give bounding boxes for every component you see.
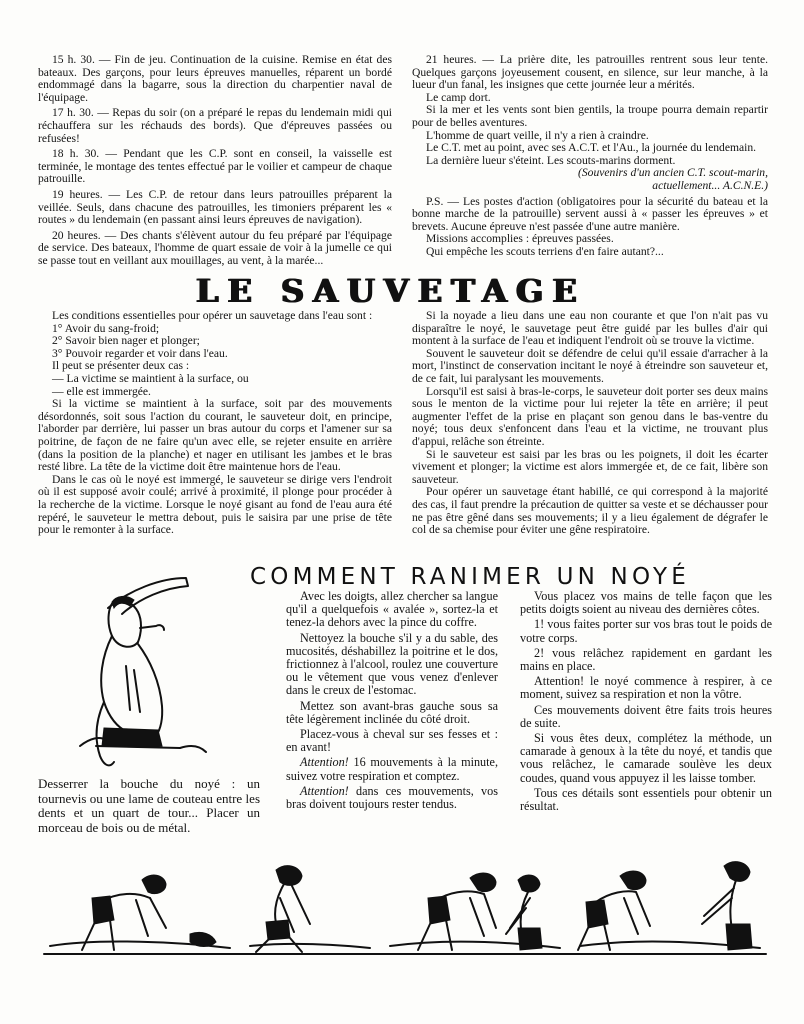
attention-text: 16 mouvements à la minute, suivez votre respiration et comptez. bbox=[286, 755, 498, 783]
list-item: 3° Pouvoir regarder et voir dans l'eau. bbox=[52, 346, 228, 360]
paragraph bbox=[286, 756, 498, 782]
scene-2 bbox=[390, 873, 560, 950]
paragraph: Les conditions essentielles pour opérer un sauvetage dans l'eau sont : bbox=[52, 309, 373, 322]
illustration-resuscitation-sequence bbox=[40, 858, 770, 958]
scene-1 bbox=[50, 866, 370, 952]
paragraph: Tous ces détails sont essentiels pour obtenir un résultat. bbox=[520, 785, 772, 814]
list-item: — La victime se maintient à la surface, ou bbox=[52, 371, 249, 385]
paragraph bbox=[286, 785, 498, 811]
paragraph: Pour opérer un sauvetage étant habillé, ce qui correspond à la majorité des cas, il faut prendre la précaution de quitter sa veste et se déchausser pour ne pas être gêné dans ses mouvements; il y a lieu également de dégrafer le col de sa chemise pour éviter une gêne respiratoire. bbox=[412, 485, 768, 537]
journal-right-column bbox=[412, 54, 768, 259]
signature-line: actuellement... A.C.N.E.) bbox=[652, 178, 768, 192]
caption-text: Desserrer la bouche du noyé : un tournevis ou une lame de couteau entre les dents et un quart de tour... Placer un morceau de bois ou de métal. bbox=[38, 776, 260, 835]
illustration-tongue-pull bbox=[60, 570, 250, 775]
list-item: — elle est immergée. bbox=[52, 384, 151, 398]
paragraph: L'homme de quart veille, il n'y a rien à craindre. bbox=[426, 128, 649, 142]
section-title-sauvetage: LE SAUVETAGE bbox=[196, 272, 586, 310]
paragraph: 19 heures. — Les C.P. de retour dans leurs patrouilles préparent la veillée. Seuls, dans chacune des patrouilles, les timoniers préparent les « routes » du lendemain (en passant ainsi leurs épreuves de navigation). bbox=[38, 187, 392, 227]
paragraph: Mettez son avant-bras gauche sous sa tête légèrement inclinée du côté droit. bbox=[286, 698, 498, 726]
paragraph: Si la victime se maintient à la surface, soit par des mouvements désordonnés, soit sous l'action du courant, le sauveteur doit, en principe, l'aborder par derrière, lui passer un bras autour du corps et l'amener sur sa poitrine, de façon de ne faire qu'un avec elle, se rejeter ensuite en arrière (dans la position de la planche) et nager en utilisant les jambes et le bras resté libre. La tête de la victime doit être maintenue hors de l'eau. bbox=[38, 397, 392, 474]
paragraph: Il peut se présenter deux cas : bbox=[52, 359, 190, 373]
paragraph: Si vous êtes deux, complétez la méthode, un camarade à genoux à la tête du noyé, et tandis que vous relâchez, le camarade soulève les deux coudes, quand vous appuyez il les laisse tomber. bbox=[520, 731, 772, 785]
list-item: 1° Avoir du sang-froid; bbox=[52, 321, 160, 335]
paragraph: Dans le cas où le noyé est immergé, le sauveteur se dirige vers l'endroit où il est supposé avoir coulé; arrivé à proximité, il plonge pour procéder à la recherche de la victime. Lorsque le noyé gisant au fond de l'eau aura été repéré, le sauveteur le mettra debout, puis le saisira par une prise de tête pour le remonter à la surface. bbox=[38, 472, 392, 537]
journal-left-column bbox=[38, 54, 392, 268]
paragraph: Missions accomplies : épreuves passées. bbox=[426, 232, 614, 246]
paragraph: Si la mer et les vents sont bien gentils, la troupe pourra demain repartir pour de belles aventures. bbox=[412, 103, 768, 129]
sauvetage-right-column bbox=[412, 310, 768, 537]
paragraph: Lorsqu'il est saisi à bras-le-corps, le sauveteur doit porter ses deux mains sous le menton de la victime pour lui rejeter la tête en arrière; il peut augmenter l'effet de la prise en plaçant son genou dans le bas-ventre du noyé; tous deux s'enfoncent dans l'eau et la victime, ne trouvant plus d'appui, relâche son étreinte. bbox=[412, 384, 768, 448]
paragraph: 2! vous relâchez rapidement en gardant les mains en place. bbox=[520, 645, 772, 674]
ranimer-right-column bbox=[520, 590, 772, 815]
paragraph: Ces mouvements doivent être faits trois heures de suite. bbox=[520, 702, 772, 730]
paragraph: Avec les doigts, allez chercher sa langue qu'il a quelquefois « avalée », sortez-la et tenez-la dehors avec la pince du coffre. bbox=[286, 589, 498, 630]
paragraph: Si le sauveteur est saisi par les bras ou les poignets, il doit les écarter vivement et plonger; la victime est alors immergée et, de ce fait, libère son sauveteur. bbox=[412, 447, 768, 486]
ranimer-middle-column bbox=[286, 590, 498, 813]
paragraph: Placez-vous à cheval sur ses fesses et : en avant! bbox=[286, 727, 498, 755]
paragraph: Vous placez vos mains de telle façon que les petits doigts soient au niveau des dernières côtes. bbox=[520, 589, 772, 617]
paragraph: 21 heures. — La prière dite, les patrouilles rentrent sous leur tente. Quelques garçons joyeusement cousent, en silence, sur leur manche, à la lueur d'un fanal, les insignes que cette journée leur a mérités. bbox=[412, 53, 768, 92]
paragraph: 15 h. 30. — Fin de jeu. Continuation de la cuisine. Remise en état des bateaux. Des garçons, pour leurs épreuves manuelles, réparent un bordé endommagé dans la bagarre, sous la direction du charpentier naval de l'équipage. bbox=[38, 53, 392, 104]
postscript: P.S. — Les postes d'action (obligatoires pour la sécurité du bateau et la bonne marche de la patrouille) servent aussi à « passer les épreuves » et brevets. Aucune épreuve n'est passée d'une autre manière. bbox=[412, 194, 768, 233]
resuscitation-drawing bbox=[40, 858, 770, 958]
sauvetage-left-column bbox=[38, 310, 392, 537]
attention-text: dans ces mouvements, vos bras doivent toujours rester tendus. bbox=[286, 783, 498, 812]
paragraph: Le C.T. met au point, avec ses A.C.T. et l'Au., la journée du lendemain. bbox=[426, 141, 757, 155]
scene-3 bbox=[578, 862, 760, 950]
paragraph: Nettoyez la bouche s'il y a du sable, des mucosités, déshabillez la poitrine et le dos, frictionnez à l'alcool, roulez une couverture ou le vêtement que vous venez d'enlever dans le creux de l'estomac. bbox=[286, 630, 498, 698]
paragraph: 1! vous faites porter sur vos bras tout le poids de votre corps. bbox=[520, 617, 772, 645]
illustration-caption bbox=[38, 777, 260, 837]
signature-line: (Souvenirs d'un ancien C.T. scout-marin, bbox=[577, 166, 768, 180]
paragraph: Attention! le noyé commence à respirer, à ce moment, suivez sa respiration et non la vôtre. bbox=[520, 674, 772, 702]
attention-label: Attention! bbox=[300, 755, 349, 770]
paragraph: Souvent le sauveteur doit se défendre de celui qu'il essaie d'arracher à la mort, l'instinct de conservation incitant le noyé à étreindre son sauveteur et, de ce fait, lui paralysant les mouvements. bbox=[412, 346, 768, 385]
attention-label: Attention! bbox=[300, 783, 349, 798]
paragraph: La dernière lueur s'éteint. Les scouts-marins dorment. bbox=[426, 153, 676, 167]
paragraph: 17 h. 30. — Repas du soir (on a préparé le repas du lendemain midi qui réchauffera sur les réchauds des bords). Que d'épreuves passées ou refusées! bbox=[38, 106, 392, 145]
paragraph: 20 heures. — Des chants s'élèvent autour du feu préparé par l'équipage de service. Des bateaux, l'homme de quart essaie de voir à la jumelle ce qui se passe tout en veillant aux mouillages, au vent, à la marée... bbox=[38, 228, 392, 267]
tongue-pull-drawing bbox=[60, 570, 250, 775]
paragraph: Qui empêche les scouts terriens d'en faire autant?... bbox=[426, 244, 664, 258]
paragraph: Si la noyade a lieu dans une eau non courante et que l'on n'ait pas vu disparaître le noyé, le sauvetage peut être guidé par les bulles d'air qui montent à la surface de l'eau et indiquent l'endroit où se trouve la victime. bbox=[412, 309, 768, 348]
section-title-ranimer: COMMENT RANIMER UN NOYÉ bbox=[250, 564, 690, 590]
paragraph: Le camp dort. bbox=[426, 90, 491, 104]
paragraph: 18 h. 30. — Pendant que les C.P. sont en conseil, la vaisselle est terminée, le montage des tentes effectué par le voilier et campeur de chaque patrouille. bbox=[38, 147, 392, 186]
list-item: 2° Savoir bien nager et plonger; bbox=[52, 334, 200, 348]
